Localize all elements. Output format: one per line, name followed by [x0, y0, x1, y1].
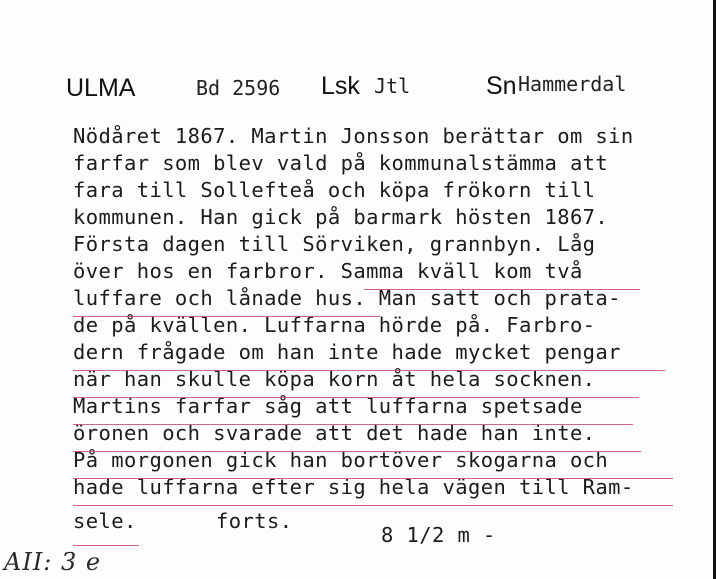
sn-label: Sn [486, 72, 517, 100]
text-line-8: de på kvällen. Luffarna hörde på. Farbro- [73, 313, 596, 337]
text-line-6: över hos en farbror. Samma kväll kom två [73, 259, 583, 283]
archive-code: ULMA [66, 74, 136, 102]
text-line-7: luffare och lånade hus. Man satt och prata- [73, 286, 621, 310]
text-line-13: På morgonen gick han bortöver skogarna och [73, 448, 609, 472]
text-line-10: när han skulle köpa korn åt hela socknen. [73, 367, 596, 391]
text-line-15: sele. [73, 509, 137, 533]
text-line-11: Martins farfar såg att luffarna spetsade [73, 394, 583, 418]
underline-6 [73, 451, 641, 452]
underline-2 [73, 316, 380, 317]
text-line-5: Första dagen till Sörviken, grannbyn. Låg [73, 232, 596, 256]
underline-3 [73, 370, 665, 371]
underline-9 [73, 545, 139, 546]
lsk-label: Lsk [321, 72, 360, 100]
underline-4 [73, 397, 639, 398]
underline-8 [73, 505, 673, 506]
page-number: 8 1/2 m - [381, 523, 496, 547]
underline-1 [364, 289, 640, 290]
text-line-9: dern frågade om han inte hade mycket pengar [73, 340, 621, 364]
text-line-2: farfar som blev vald på kommunalstämma att [73, 151, 609, 175]
underline-5 [73, 424, 633, 425]
text-line-12: öronen och svarade att det hade han inte. [73, 421, 596, 445]
sn-value: Hammerdal [518, 72, 627, 96]
underline-7 [73, 478, 673, 479]
text-line-4: kommunen. Han gick på barmark hösten 1867. [73, 205, 609, 229]
continued-marker: forts. [216, 509, 293, 533]
text-line-3: fara till Sollefteå och köpa frökorn till [73, 178, 596, 202]
text-line-14: hade luffarna efter sig hela vägen till Ram- [73, 475, 634, 499]
lsk-value: Jtl [374, 74, 411, 98]
handwritten-signum: AII: 3 e [4, 548, 102, 576]
text-line-1: Nödåret 1867. Martin Jonsson berättar om sin [73, 124, 634, 148]
record-number: Bd 2596 [196, 76, 281, 100]
